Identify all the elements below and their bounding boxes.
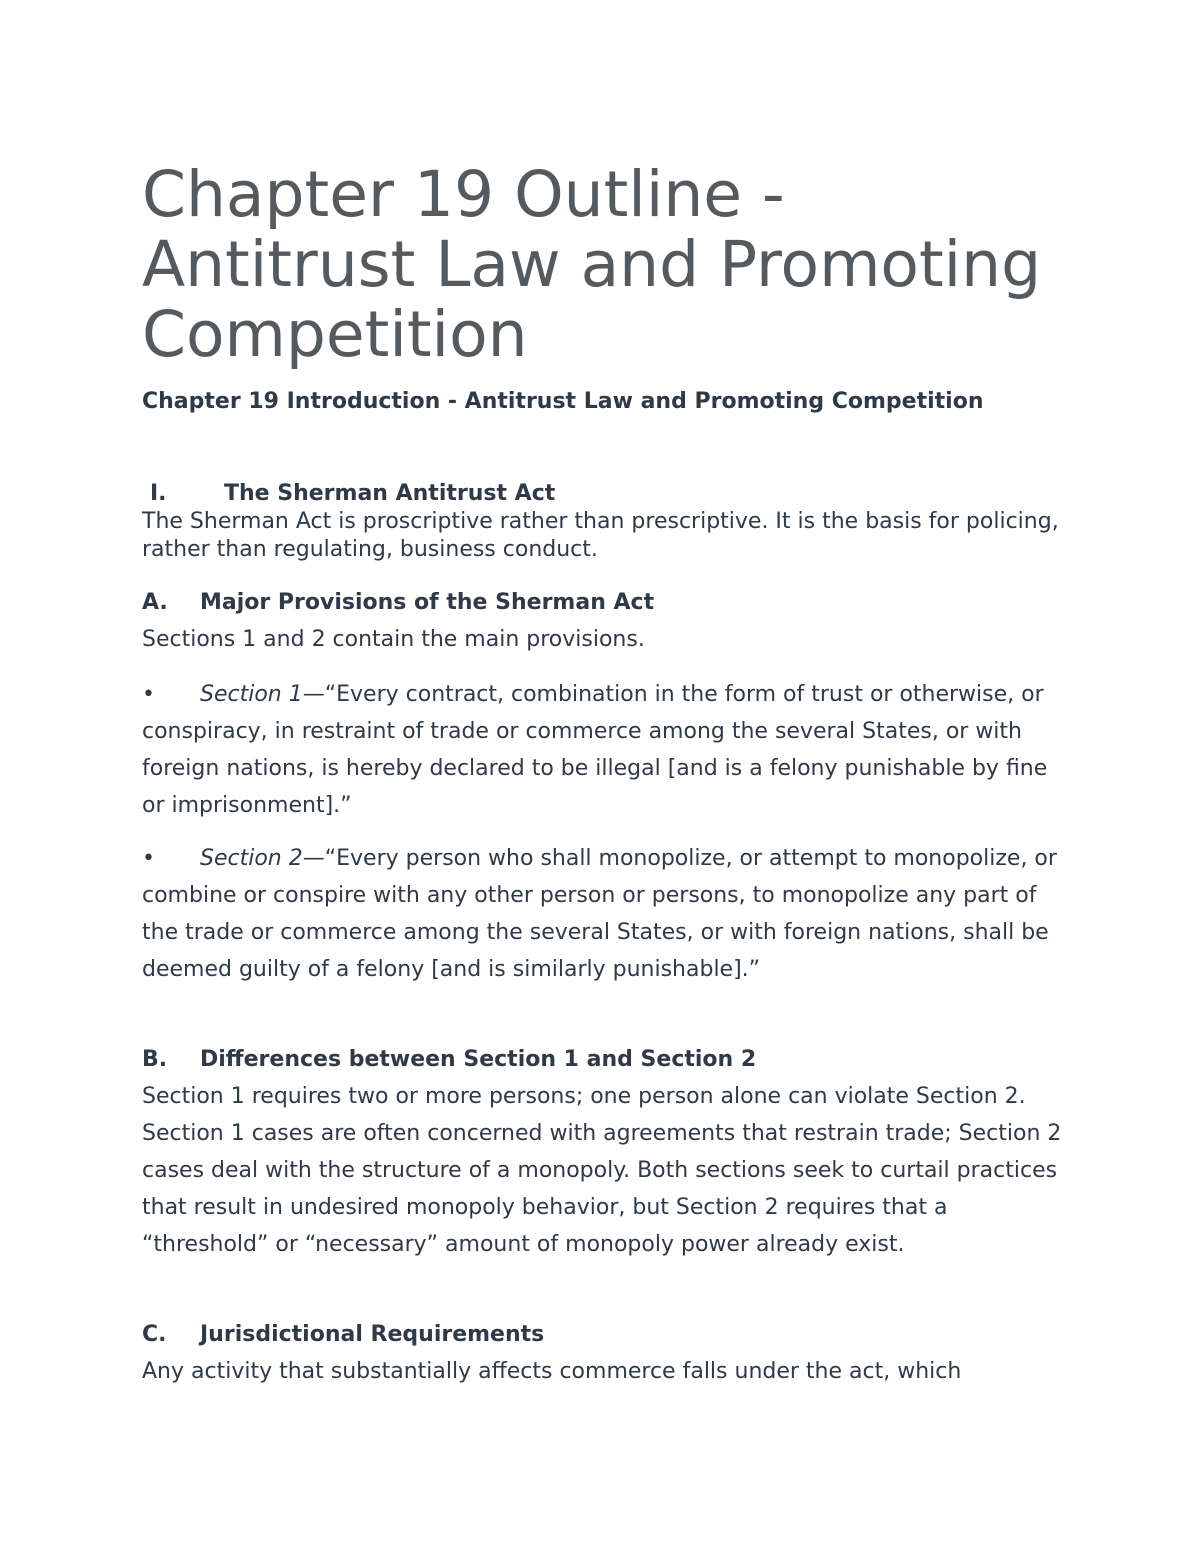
section-i-heading <box>142 480 1067 508</box>
section-b-heading <box>142 1045 1067 1075</box>
bullet-section-2-label: Section 2 <box>200 846 303 871</box>
section-i-body: The Sherman Act is proscriptive rather than prescriptive. It is the basis for policing, rather than regulating, business conduct. <box>142 509 1059 562</box>
bullet-section-1-label: Section 1 <box>200 682 303 707</box>
section-b-title: Differences between Section 1 and Section 2 <box>200 1047 757 1072</box>
bullet-section-2-text: —“Every person who shall monopolize, or attempt to monopolize, or combine or conspire with any other person or persons, to monopolize any part of the trade or commerce among the several States, or with foreign nations, shall be deemed guilty of a felony [and is similarly punishable].” <box>142 846 1057 982</box>
bullet-section-2 <box>142 840 1067 988</box>
section-c-letter: C. <box>142 1322 167 1347</box>
section-c <box>142 1320 1067 1390</box>
bullet-icon: • <box>142 682 155 707</box>
section-a-letter: A. <box>142 590 168 615</box>
section-c-heading <box>142 1320 1067 1350</box>
bullet-section-1-text: —“Every contract, combination in the form of trust or otherwise, or conspiracy, in restraint of trade or commerce among the several States, or with foreign nations, is hereby declared to be illegal [and is a felony punishable by fine or imprisonment].” <box>142 682 1048 818</box>
section-b-letter: B. <box>142 1047 168 1072</box>
section-a-body: Sections 1 and 2 contain the main provisions. <box>142 627 645 652</box>
bullet-icon: • <box>142 846 155 871</box>
section-b <box>142 1045 1067 1263</box>
document-title: Chapter 19 Outline - Antitrust Law and Promoting Competition <box>142 158 1042 371</box>
section-a <box>142 588 1067 658</box>
section-a-title: Major Provisions of the Sherman Act <box>200 590 655 615</box>
section-c-title: Jurisdictional Requirements <box>200 1322 545 1347</box>
section-i <box>142 480 1067 564</box>
section-c-body: Any activity that substantially affects commerce falls under the act, which <box>142 1359 962 1384</box>
section-i-title: The Sherman Antitrust Act <box>224 481 556 506</box>
section-b-body: Section 1 requires two or more persons; one person alone can violate Section 2. Section 1 cases are often concerned with agreements that restrain trade; Section 2 cases deal with the structure of a monopoly. Both sections seek to curtail practices that result in undesired monopoly behavior, but Section 2 requires that a “threshold” or “necessary” amount of monopoly power already exist. <box>142 1084 1062 1257</box>
section-a-heading <box>142 588 1067 618</box>
bullet-section-1 <box>142 676 1067 824</box>
section-i-number: I. <box>150 481 167 506</box>
document-subtitle: Chapter 19 Introduction - Antitrust Law and Promoting Competition <box>142 389 984 414</box>
